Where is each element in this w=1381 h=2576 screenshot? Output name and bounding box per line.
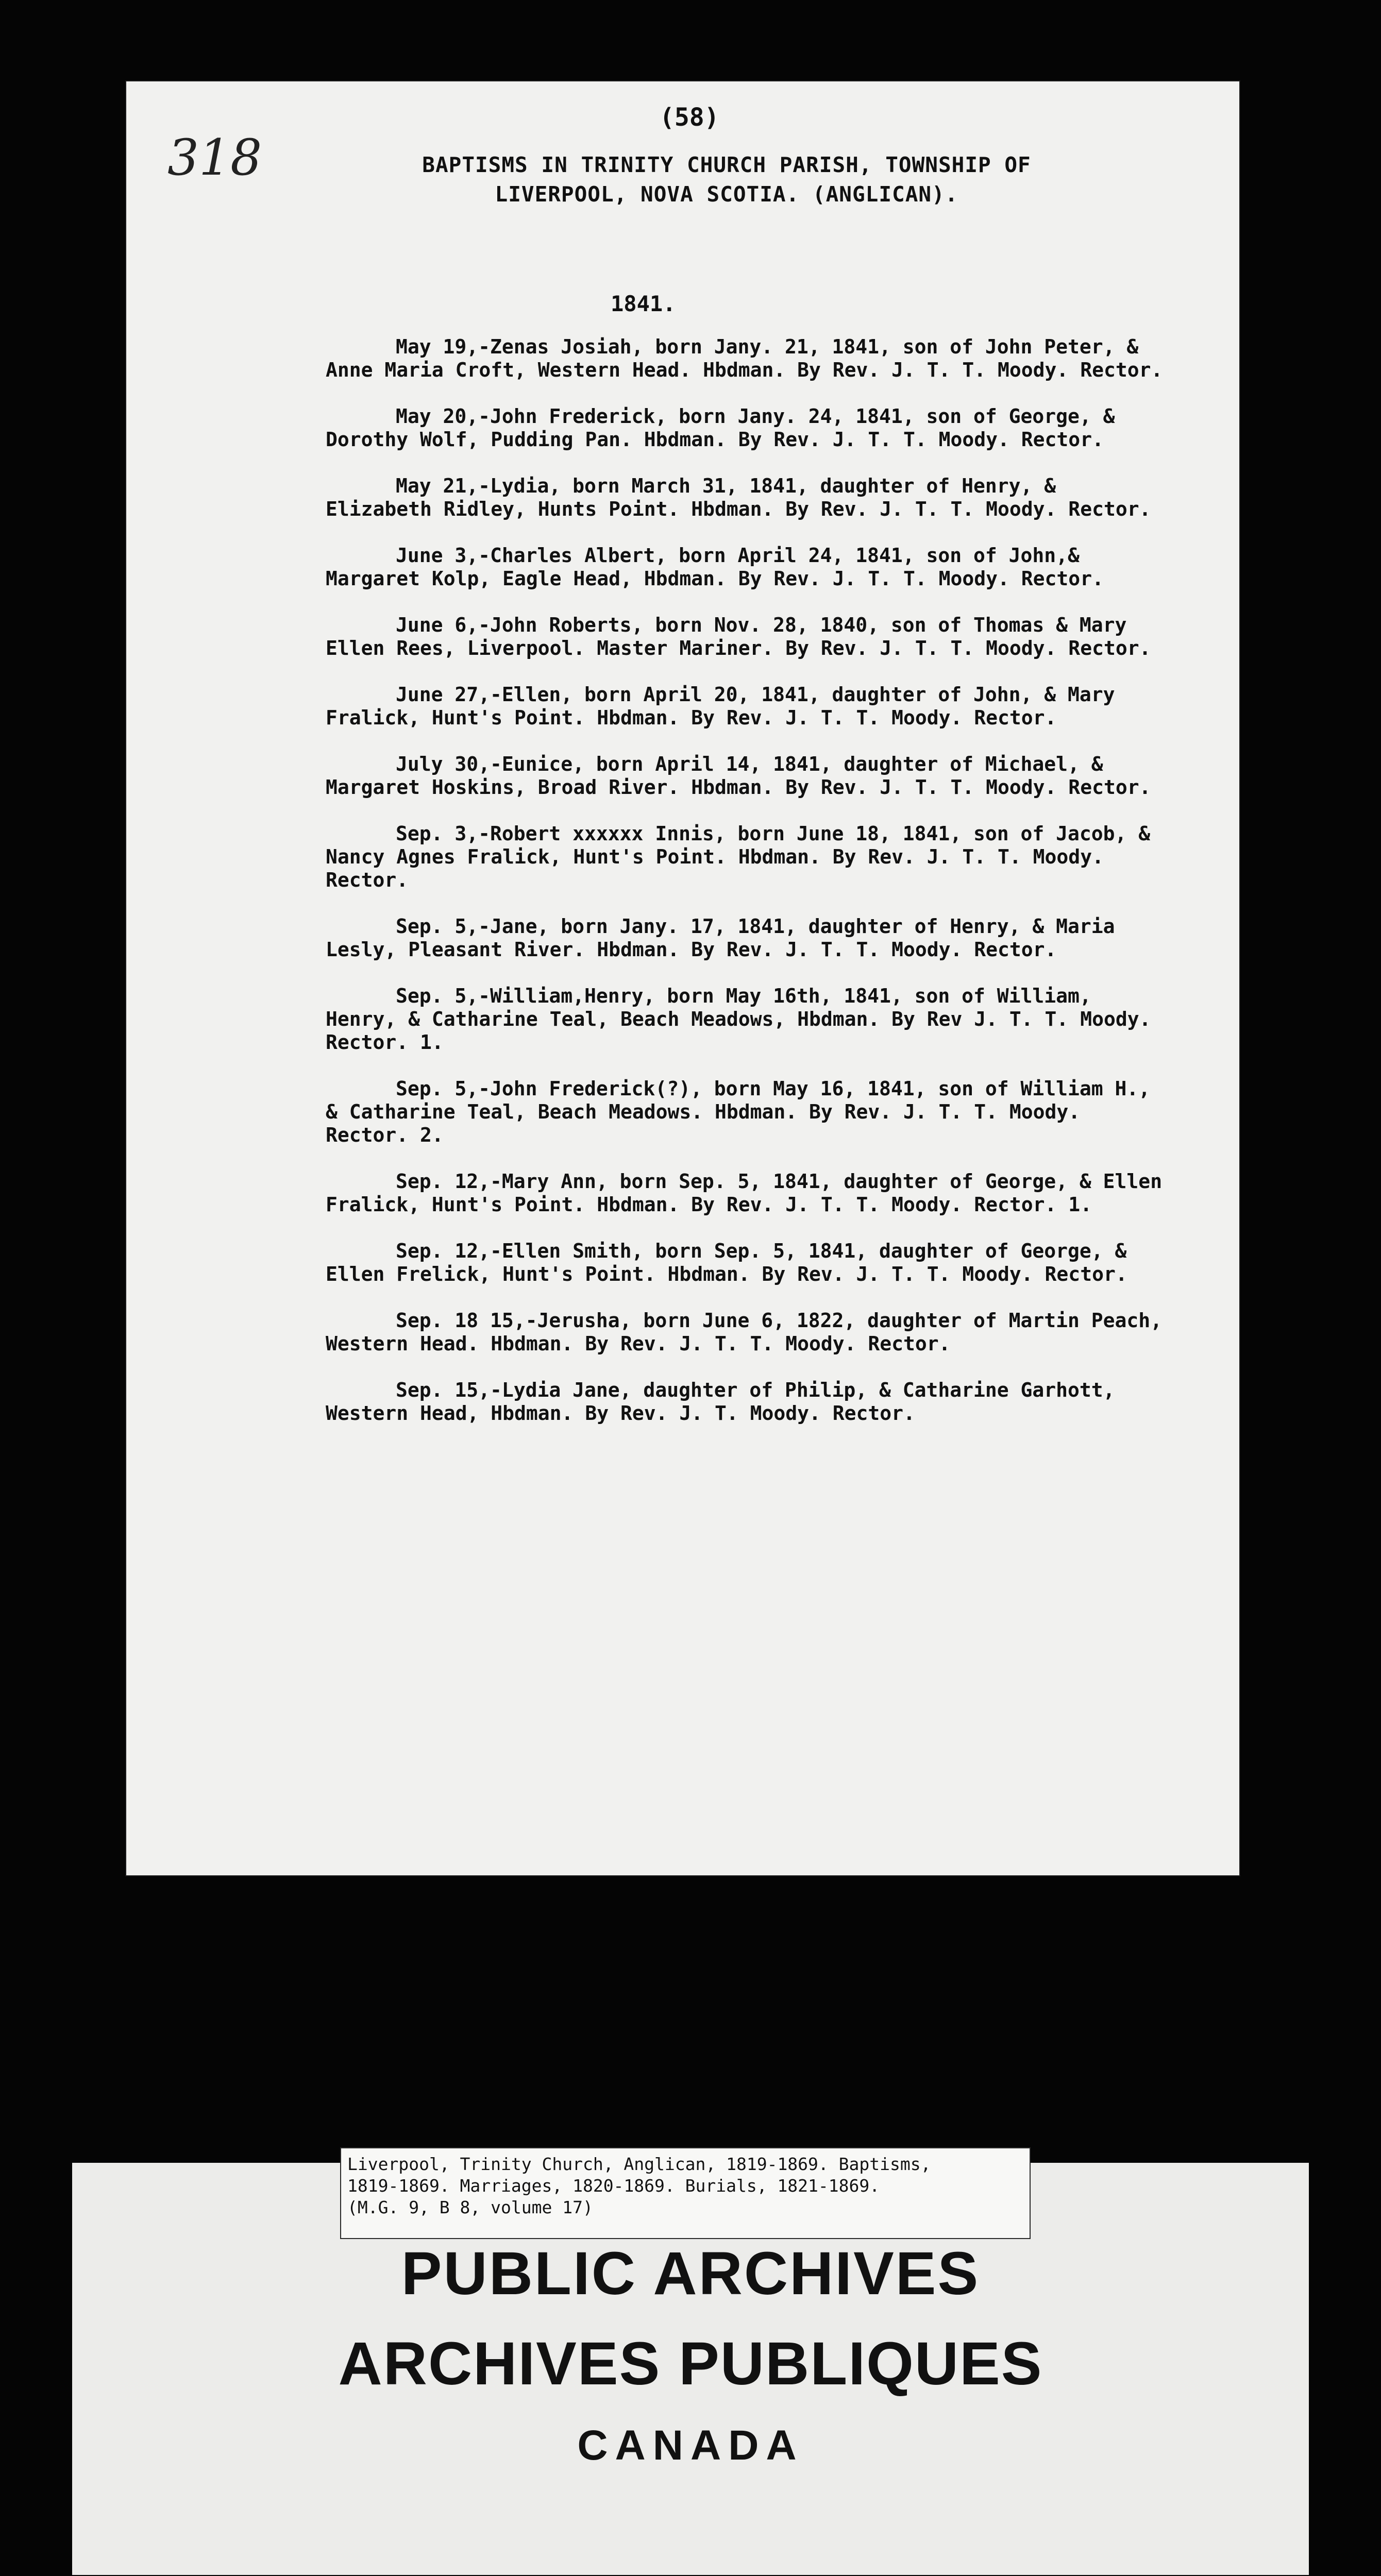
baptism-entry: Sep. 5,-William,Henry, born May 16th, 1841, son of William, Henry, & Catharine Teal, Beach Meadows, Hbdman. By Rev J. T. T. Moody. Rector. 1. bbox=[326, 985, 1163, 1054]
baptism-entry: May 20,-John Frederick, born Jany. 24, 1841, son of George, & Dorothy Wolf, Pudding Pan. Hbdman. By Rev. J. T. T. Moody. Rector. bbox=[326, 405, 1127, 451]
archives-title-fr: ARCHIVES PUBLIQUES bbox=[338, 2330, 1043, 2398]
header-line: BAPTISMS IN TRINITY CHURCH PARISH, TOWNSHIP OF bbox=[422, 152, 1031, 177]
catalog-line: 1819-1869. Marriages, 1820-1869. Burials, 1821-1869. bbox=[347, 2176, 880, 2196]
header-line: LIVERPOOL, NOVA SCOTIA. (ANGLICAN). bbox=[495, 182, 958, 207]
archives-title-en: PUBLIC ARCHIVES bbox=[401, 2240, 980, 2308]
baptism-entry: Sep. 5,-John Frederick(?), born May 16, 1841, son of William H., & Catharine Teal, Beach Meadows. Hbdman. By Rev. J. T. T. Moody. Rector. 2. bbox=[326, 1077, 1163, 1146]
baptism-entry: Sep. 12,-Ellen Smith, born Sep. 5, 1841, daughter of George, & Ellen Frelick, Hunt's Point. Hbdman. By Rev. J. T. T. Moody. Rector. bbox=[326, 1240, 1139, 1285]
baptism-entry: Sep. 12,-Mary Ann, born Sep. 5, 1841, daughter of George, & Ellen Fralick, Hunt's Point. Hbdman. By Rev. J. T. T. Moody. Rector. 1. bbox=[326, 1170, 1174, 1216]
baptism-entry: Sep. 15,-Lydia Jane, daughter of Philip, & Catharine Garhott, Western Head, Hbdman. By Rev. J. T. Moody. Rector. bbox=[326, 1379, 1127, 1425]
document-header bbox=[361, 150, 1092, 209]
catalog-line: Liverpool, Trinity Church, Anglican, 1819-1869. Baptisms, bbox=[347, 2154, 931, 2174]
baptism-entry: June 3,-Charles Albert, born April 24, 1841, son of John,& Margaret Kolp, Eagle Head, Hbdman. By Rev. J. T. T. Moody. Rector. bbox=[326, 544, 1104, 590]
baptism-entry: May 19,-Zenas Josiah, born Jany. 21, 1841, son of John Peter, & Anne Maria Croft, Western Head. Hbdman. By Rev. J. T. T. Moody. Rector. bbox=[326, 335, 1163, 381]
baptism-entry: June 27,-Ellen, born April 20, 1841, daughter of John, & Mary Fralick, Hunt's Point. Hbdman. By Rev. J. T. T. Moody. Rector. bbox=[326, 683, 1127, 729]
archives-country: CANADA bbox=[577, 2422, 804, 2469]
baptism-entry: May 21,-Lydia, born March 31, 1841, daughter of Henry, & Elizabeth Ridley, Hunts Point. Hbdman. By Rev. J. T. T. Moody. Rector. bbox=[326, 474, 1151, 520]
year-heading: 1841. bbox=[611, 291, 676, 316]
baptism-entry: Sep. 3,-Robert xxxxxx Innis, born June 18, 1841, son of Jacob, & Nancy Agnes Fralick, Hunt's Point. Hbdman. By Rev. J. T. T. Moody. Rector. bbox=[326, 822, 1163, 891]
baptism-entry: June 6,-John Roberts, born Nov. 28, 1840, son of Thomas & Mary Ellen Rees, Liverpool. Master Mariner. By Rev. J. T. T. Moody. Rector. bbox=[326, 614, 1151, 659]
baptism-entry: July 30,-Eunice, born April 14, 1841, daughter of Michael, & Margaret Hoskins, Broad River. Hbdman. By Rev. J. T. T. Moody. Rector. bbox=[326, 753, 1151, 799]
baptism-entry: Sep. 18 15,-Jerusha, born June 6, 1822, daughter of Martin Peach, Western Head. Hbdman. By Rev. J. T. T. Moody. Rector. bbox=[326, 1309, 1174, 1355]
typed-page-number: (58) bbox=[660, 103, 719, 132]
handwritten-page-number: 318 bbox=[167, 129, 262, 187]
catalog-line: (M.G. 9, B 8, volume 17) bbox=[347, 2197, 593, 2217]
catalog-label bbox=[340, 2147, 1031, 2239]
baptism-entry: Sep. 5,-Jane, born Jany. 17, 1841, daughter of Henry, & Maria Lesly, Pleasant River. Hbdman. By Rev. J. T. T. Moody. Rector. bbox=[326, 915, 1127, 961]
baptism-entries bbox=[326, 335, 1174, 1448]
